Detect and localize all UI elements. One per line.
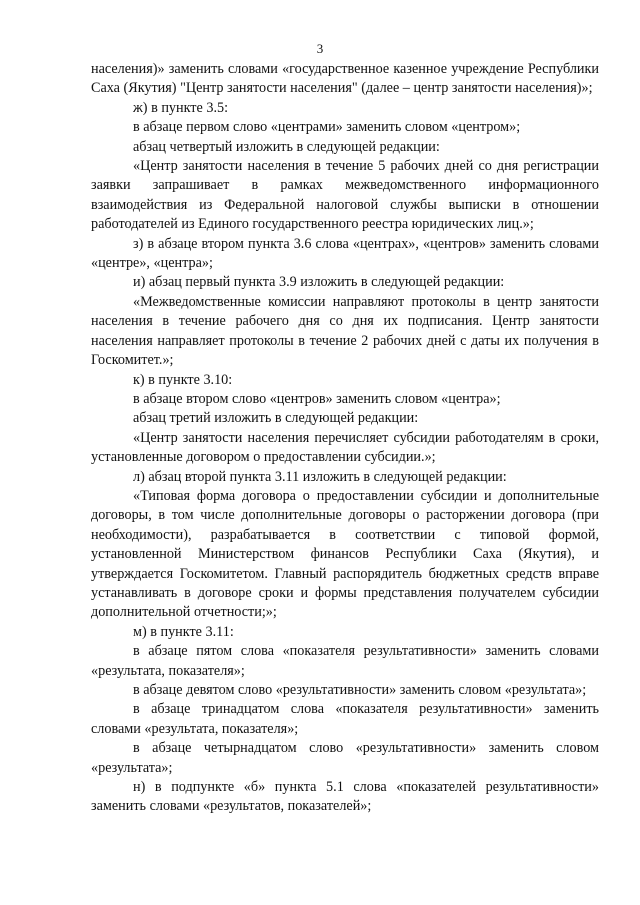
- paragraph: в абзаце четырнадцатом слово «результативности» заменить словом «результата»;: [91, 740, 599, 776]
- paragraph: «Типовая форма договора о предоставлении субсидии и дополнительные договоры, в том числе дополнительные договоры о расторжении договора (при необходимости), разрабатывается в соответствии с типовой формой, установленной Министерством финансов Республики Саха (Якутия), и утверждается Госкомитетом. Главный распорядитель бюджетных средств вправе устанавливать в договоре сроки и формы представления получателем субсидии дополнительной отчетности;»;: [91, 487, 599, 621]
- paragraph: абзац четвертый изложить в следующей редакции:: [133, 138, 440, 155]
- paragraph: ж) в пункте 3.5:: [133, 99, 229, 116]
- paragraph: «Межведомственные комиссии направляют протоколы в центр занятости населения в течение рабочего дня со дня их подписания. Центр занятости населения направляет протоколы в течение 2 рабочих дней с даты их получения в Госкомитет.»;: [91, 293, 599, 369]
- paragraph: в абзаце тринадцатом слова «показателя результативности» заменить словами «результата, показателя»;: [91, 701, 599, 737]
- paragraph: в абзаце девятом слово «результативности» заменить словом «результата»;: [133, 682, 587, 698]
- paragraph: абзац третий изложить в следующей редакции:: [133, 410, 419, 427]
- paragraph: н) в подпункте «б» пункта 5.1 слова «показателей результативности» заменить словами «результатов, показателей»;: [91, 779, 599, 815]
- paragraph: населения)» заменить словами «государственное казенное учреждение Республики Саха (Якутия) "Центр занятости населения" (далее – центр занятости населения)»;: [91, 61, 599, 97]
- paragraph: «Центр занятости населения перечисляет субсидии работодателям в сроки, установленные договором о предоставлении субсидии.»;: [91, 429, 599, 466]
- paragraph: м) в пункте 3.11:: [133, 623, 234, 640]
- document-body: [91, 60, 599, 817]
- paragraph: в абзаце пятом слова «показателя результативности» заменить словами «результата, показателя»;: [91, 643, 599, 679]
- paragraph: в абзаце втором слово «центров» заменить словом «центра»;: [133, 390, 501, 407]
- paragraph: в абзаце первом слово «центрами» заменить словом «центром»;: [133, 119, 521, 136]
- paragraph: и) абзац первый пункта 3.9 изложить в следующей редакции:: [133, 274, 505, 291]
- page-number: 3: [316, 41, 324, 56]
- paragraph: к) в пункте 3.10:: [133, 371, 233, 388]
- paragraph: «Центр занятости населения в течение 5 рабочих дней со дня регистрации заявки запрашивает в рамках межведомственного информационного взаимодействия из Федеральной налоговой службы выписки в отношении работодателей из Единого государственного реестра юридических лиц.»;: [91, 158, 599, 233]
- paragraph: л) абзац второй пункта 3.11 изложить в следующей редакции:: [133, 468, 507, 485]
- paragraph: з) в абзаце втором пункта 3.6 слова «центрах», «центров» заменить словами «центре», «центра»;: [91, 235, 599, 272]
